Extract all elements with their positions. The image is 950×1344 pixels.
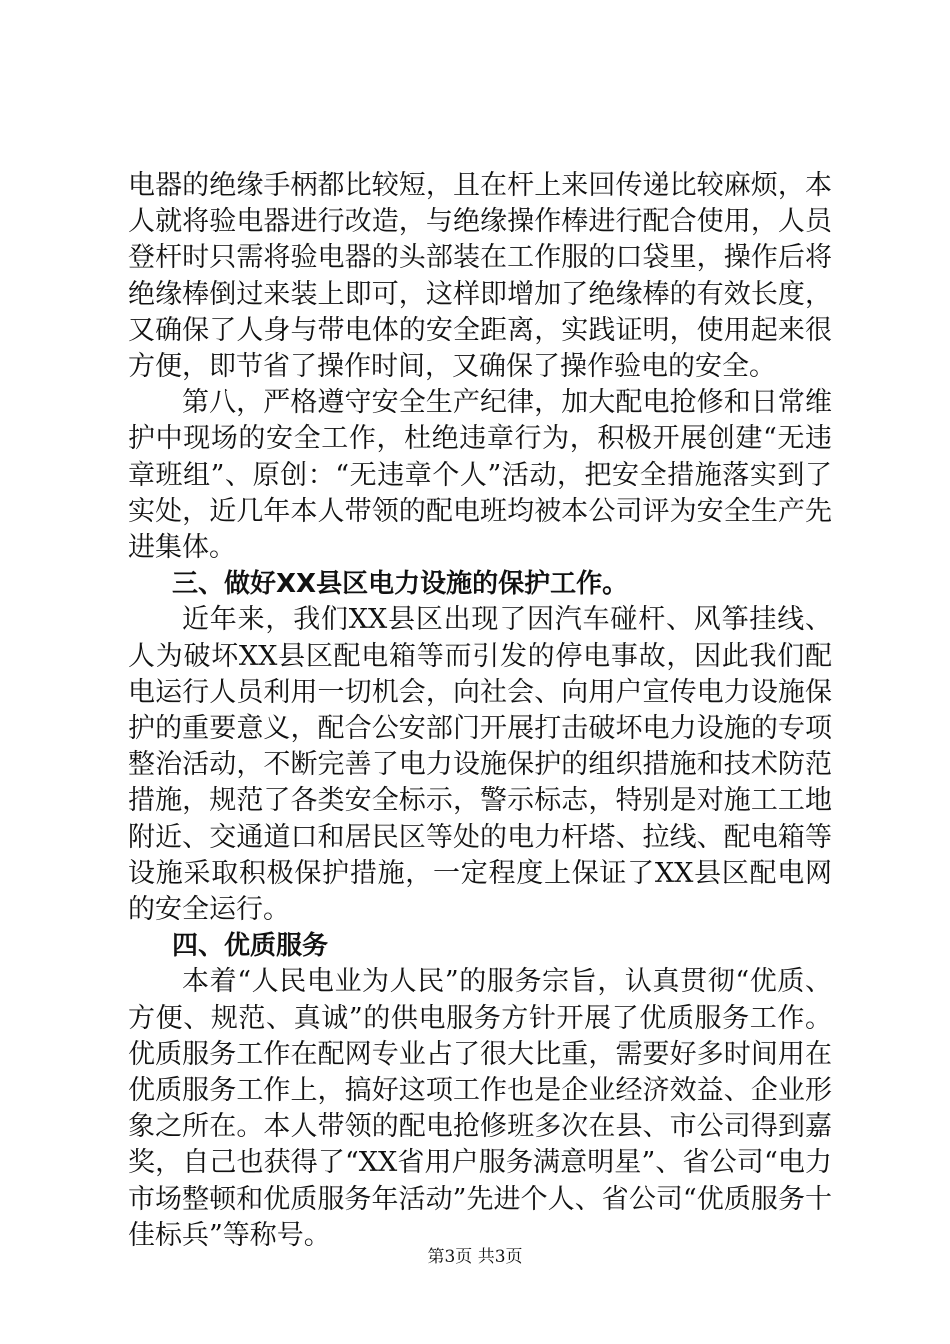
document-body (128, 168, 832, 1254)
section-heading: 四、优质服务 (172, 931, 329, 962)
body-paragraph: 电器的绝缘手柄都比较短，且在杆上来回传递比较麻烦，本人就将验电器进行改造，与绝缘操作棒进行配合使用，人员登杆时只需将验电器的头部装在工作服的口袋里，操作后将绝缘棒倒过来装上即可，这样即增加了绝缘棒的有效长度，又确保了人身与带电体的安全距离，实践证明，使用起来很方便，即节省了操作时间，又确保了操作验电的安全。 (128, 170, 832, 383)
body-paragraph: 本着“人民电业为人民”的服务宗旨，认真贯彻“优质、方便、规范、真诚”的供电服务方针开展了优质服务工作。优质服务工作在配网专业占了很大比重，需要好多时间用在优质服务工作上，搞好这项工作也是企业经济效益、企业形象之所在。本人带领的配电抢修班多次在县、市公司得到嘉奖，自己也获得了“XX省用户服务满意明星”、省公司“电力市场整顿和优质服务年活动”先进个人、省公司“优质服务十佳标兵”等称号。 (128, 966, 832, 1251)
section-heading: 三、做好XX县区电力设施的保护工作。 (172, 569, 629, 600)
body-paragraph: 第八，严格遵守安全生产纪律，加大配电抢修和日常维护中现场的安全工作，杜绝违章行为，积极开展创建“无违章班组”、原创：“无违章个人”活动，把安全措施落实到了实处，近几年本人带领的配电班均被本公司评为安全生产先进集体。 (128, 387, 832, 564)
body-paragraph: 近年来，我们XX县区出现了因汽车碰杆、风筝挂线、人为破坏XX县区配电箱等而引发的停电事故，因此我们配电运行人员利用一切机会，向社会、向用户宣传电力设施保护的重要意义，配合公安部门开展打击破坏电力设施的专项整治活动，不断完善了电力设施保护的组织措施和技术防范措施，规范了各类安全标示，警示标志，特别是对施工工地附近、交通道口和居民区等处的电力杆塔、拉线、配电箱等设施采取积极保护措施，一定程度上保证了XX县区配电网的安全运行。 (128, 604, 832, 926)
page-footer: 第3页 共3页 (427, 1247, 523, 1267)
